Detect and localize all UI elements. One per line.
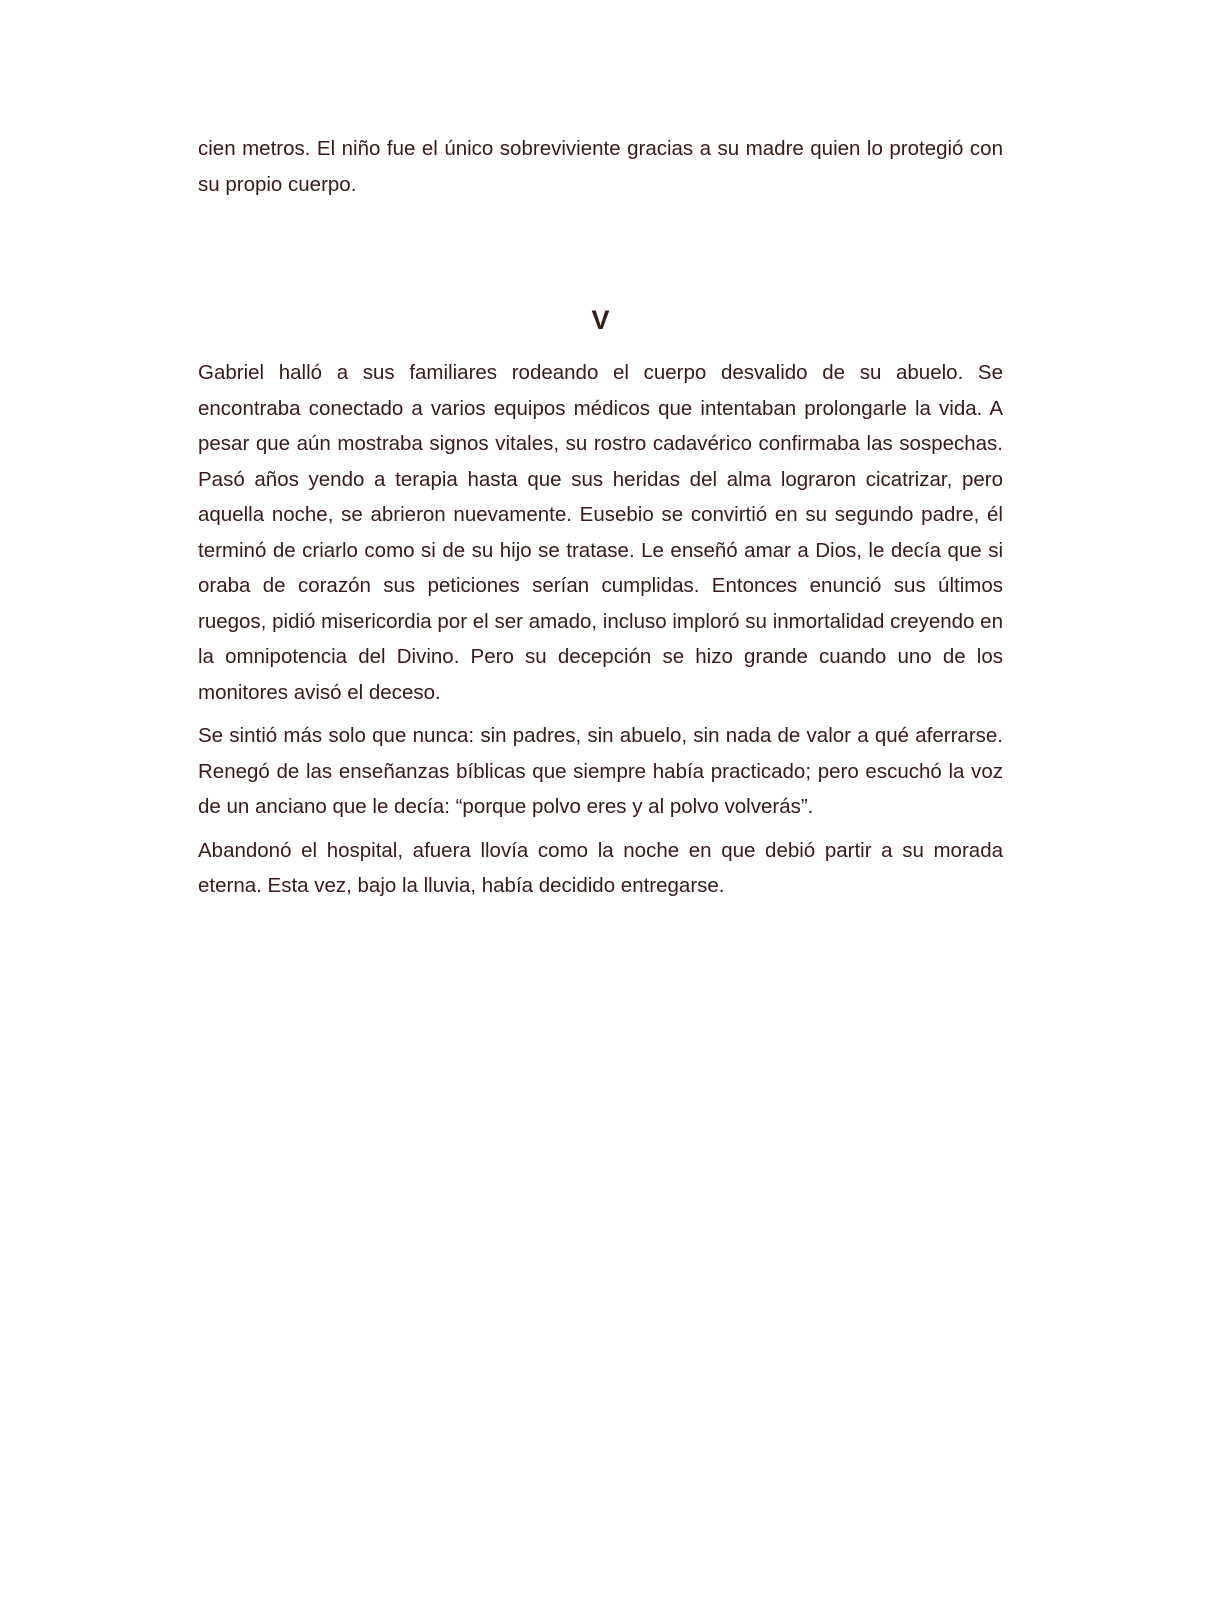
chapter-heading: V bbox=[591, 305, 610, 335]
paragraph: cien metros. El niño fue el único sobreviviente gracias a su madre quien lo protegió con su propio cuerpo. bbox=[198, 137, 1003, 196]
paragraph: Se sintió más solo que nunca: sin padres, sin abuelo, sin nada de valor a qué aferrarse. Renegó de las enseñanzas bíblicas que siempre había practicado; pero escuchó la voz de un anciano que le decía: “porque polvo eres y al polvo volverás”. bbox=[198, 724, 1003, 818]
paragraph: Abandonó el hospital, afuera llovía como la noche en que debió partir a su morada eterna. Esta vez, bajo la lluvia, había decidido entregarse. bbox=[198, 838, 1003, 897]
paragraph: Gabriel halló a sus familiares rodeando el cuerpo desvalido de su abuelo. Se encontraba conectado a varios equipos médicos que intentaban prolongarle la vida. A pesar que aún mostraba signos vitales, su rostro cadavérico confirmaba las sospechas. Pasó años yendo a terapia hasta que sus heridas del alma lograron cicatrizar, pero aquella noche, se abrieron nuevamente. Eusebio se convirtió en su segundo padre, él terminó de criarlo como si de su hijo se tratase. Le enseñó amar a Dios, le decía que si oraba de corazón sus peticiones serían cumplidas. Entonces enunció sus últimos ruegos, pidió misericordia por el ser amado, incluso imploró su inmortalidad creyendo en la omnipotencia del Divino. Pero su decepción se hizo grande cuando uno de los monitores avisó el deceso. bbox=[198, 361, 1003, 704]
continuation-text bbox=[198, 131, 1003, 210]
chapter-body bbox=[198, 355, 1003, 912]
